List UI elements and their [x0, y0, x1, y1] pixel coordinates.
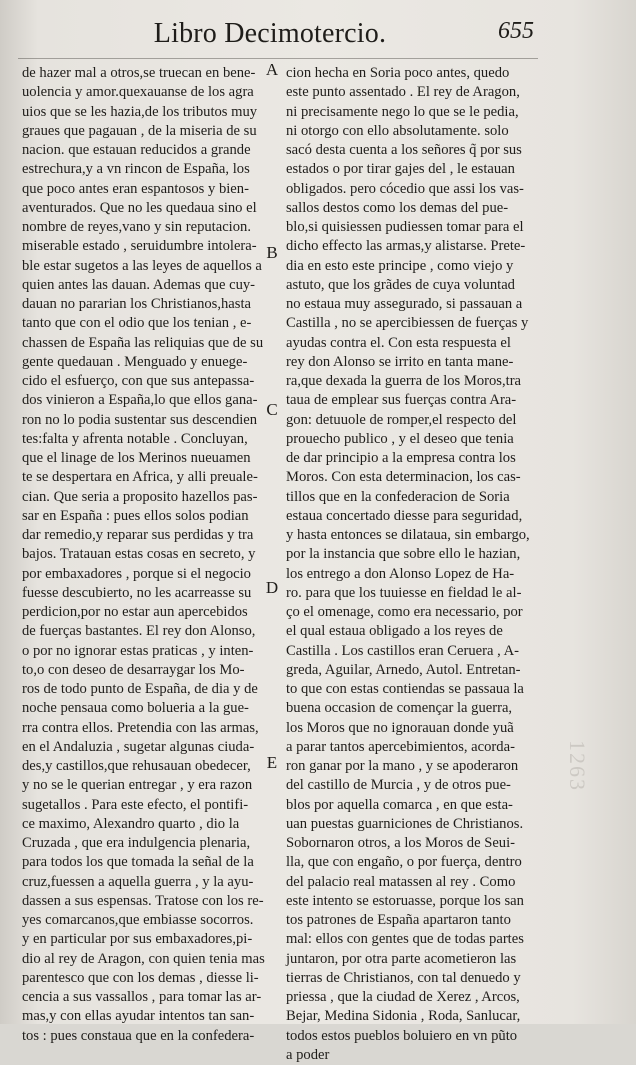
right-column-line: Castilla . Los castillos eran Ceruera , A-	[286, 642, 520, 659]
edge-stamp: 1263	[565, 740, 590, 792]
right-column-line: mal: ellos con gentes que de todas partes	[286, 931, 524, 948]
right-column-line: estados o por tirar gajes del , le estauan	[286, 161, 515, 178]
left-column-line: ros de todo punto de España, de dia y de	[22, 681, 258, 697]
right-column-line: dia en esto este principe , como viejo y	[286, 257, 514, 274]
left-column-line: en el Andaluzia , sugetar algunas ciuda-	[22, 738, 255, 755]
right-column-line: tillos que en la confederacion de Soria	[286, 488, 510, 505]
right-column-line: por la instancia que sobre ello le hazian,	[286, 546, 521, 563]
left-column-line: to,o con deseo de desarraygar los Mo-	[22, 661, 245, 678]
right-column-line: blos por aquella comarca , en que esta-	[286, 796, 513, 813]
header-rule	[18, 58, 538, 59]
page-number: 655	[498, 18, 534, 44]
left-column-line: Cruzada , que era indulgencia plenaria,	[22, 835, 251, 851]
left-column-line: nombre de reyes,vano y sin reputacion.	[22, 219, 251, 235]
right-column-line: Moros. Con esta determinacion, los cas-	[286, 469, 521, 486]
left-column-line: miserable estado , seruidumbre intolera-	[22, 238, 257, 255]
right-text-column	[286, 64, 538, 1065]
right-column-line: del palacio real matassen al rey . Como	[286, 873, 516, 890]
margin-marker-a: A	[265, 60, 279, 79]
left-column-line: mas,y con ellas ayudar intentos tan san-	[22, 1008, 255, 1025]
right-column-line: juntaron, por otra parte acometieron las	[286, 950, 517, 967]
right-column-line: gon: detuuole de romper,el respecto del	[286, 411, 517, 428]
right-column-line: obligados. pero cócedio que assi los vas-	[286, 180, 524, 197]
right-column-line: buena occasion de començar la guerra,	[286, 700, 513, 717]
right-column-line: ron ganar por la mano , y se apoderaron	[286, 758, 519, 774]
right-column-line: los entrego a don Alonso Lopez de Ha-	[286, 565, 515, 582]
left-column-line: por embaxadores , porque si el negocio	[22, 565, 251, 582]
left-column-line: graues que pagauan , de la miseria de su	[22, 122, 257, 139]
right-column-line: y hasta entonces se dilataua, sin embargo,	[286, 527, 530, 543]
right-column-line: lla, que con engaño, o por fuerça, dentro	[286, 854, 522, 871]
right-column-line: todos estos pueblos boluiero en vn pũto	[286, 1027, 518, 1044]
right-column-line: sacó desta cuenta a los señores q̃ por sus	[286, 142, 522, 158]
left-column-line: de fuerças bastantes. El rey don Alonso,	[22, 623, 256, 640]
right-column-line: tierras de Christianos, con tal denuedo y	[286, 969, 521, 986]
left-column-line: que poco antes eran espantosos y bien-	[22, 180, 249, 197]
right-column-line: el qual estaua obligado a los reyes de	[286, 623, 503, 640]
right-column-line: cion hecha en Soria poco antes, quedo	[286, 65, 510, 81]
right-column-line: prouecho publico , y el deseo que tenia	[286, 430, 514, 447]
left-column-line: te se despertara en Africa, y alli preuale-	[22, 469, 258, 486]
right-column-line: Sobornaron otros, a los Moros de Seui-	[286, 835, 516, 851]
right-column-line: ni otorgo con ello absolutamente. solo	[286, 122, 509, 139]
margin-marker-e: E	[266, 753, 278, 772]
right-column-line: los Moros que no ignorauan donde yuã	[286, 719, 514, 736]
left-column-line: cruz,fuessen a aquella guerra , y la ayu-	[22, 873, 254, 890]
left-column-line: sar en España : pues ellos solos podian	[22, 507, 249, 524]
right-column-line: a poder	[286, 1046, 330, 1063]
left-column-line: que el linage de los Merinos nueuamen	[22, 450, 251, 466]
right-column-line: del castillo de Murcia , y de otros pue-	[286, 777, 511, 794]
right-column-line: ro. para que los tuuiesse en fieldad le al-	[286, 584, 522, 601]
left-column-line: fuesse descubierto, no les acarreasse su	[22, 584, 252, 601]
right-column-line: no estaua muy assegurado, si passauan a	[286, 296, 523, 312]
right-column-line: Castilla , no se apercibiessen de fuerças y	[286, 315, 529, 332]
left-column-line: des,y castillos,que rehusauan obedecer,	[22, 758, 251, 774]
right-column-line: a parar tantos apercebimientos, acorda-	[286, 738, 515, 755]
margin-marker-b: B	[266, 243, 278, 262]
margin-marker-d: D	[265, 578, 279, 597]
right-column-line: este intento se estoruasse, porque los san	[286, 892, 524, 909]
left-column-line: dio al rey de Aragon, con quien tenia mas	[22, 950, 265, 967]
left-column-line: dos vinieron a España,lo que ellos gana-	[22, 392, 258, 409]
left-column-line: ble estar sugetos a las leyes de aquellos a	[22, 257, 262, 274]
left-column-line: y en particular por sus embaxadores,pi-	[22, 931, 253, 948]
left-column-line: rra contra ellos. Pretendia con las armas,	[22, 719, 259, 736]
left-column-line: ce maximo, Alexandro quarto , dio la	[22, 815, 240, 832]
left-column-line: estrechura,y a vn rincon de España, los	[22, 161, 250, 178]
right-column-line: sallos destos como los demas del pue-	[286, 199, 509, 216]
left-column-line: quien antes las dauan. Ademas que cuy-	[22, 276, 256, 293]
left-column-line: noche pensaua como bolueria a la gue-	[22, 700, 249, 717]
left-column-line: dar remedio,y reparar sus perdidas y tra	[22, 527, 254, 543]
right-column-line: greda, Aguilar, Arnedo, Autol. Entretan-	[286, 661, 521, 678]
left-column-line: parentesco que con los demas , diesse li-	[22, 969, 259, 986]
left-column-line: uolencia y amor.quexauanse de los agra	[22, 84, 254, 101]
left-column-line: cian. Que seria a proposito hazellos pas-	[22, 488, 258, 505]
left-column-line: bajos. Tratauan estas cosas en secreto, y	[22, 546, 256, 563]
right-column-line: tos patrones de España apartaron tanto	[286, 912, 511, 928]
left-column-line: perdicion,por no estar aun apercebidos	[22, 604, 248, 620]
left-column-line: dassen a sus espensas. Tratose con los re-	[22, 892, 264, 909]
left-column-line: tes:falta y afrenta notable . Concluyan,	[22, 430, 248, 447]
left-column-line: sugetallos . Para este efecto, el pontifi-	[22, 796, 249, 813]
left-column-line: yes comarcanos,que embiasse socorros.	[22, 912, 254, 928]
left-column-line: tos : pues constaua que en la confedera-	[22, 1027, 255, 1044]
left-column-line: gente quedauan . Menguado y enuege-	[22, 353, 248, 370]
left-column-line: aventurados. Que no les quedaua sino el	[22, 199, 257, 216]
right-column-line: ra,que dexada la guerra de los Moros,tra	[286, 373, 522, 389]
left-column-line: tanto que con el odio que los tenian , e-	[22, 315, 252, 332]
left-column-line: dauan no pararian los Christianos,hasta	[22, 296, 251, 312]
left-text-column	[22, 64, 274, 1046]
right-column-line: Bejar, Medina Sidonia , Roda, Sanlucar,	[286, 1008, 521, 1025]
right-column-line: este punto assentado . El rey de Aragon,	[286, 84, 520, 101]
left-column-line: de hazer mal a otros,se truecan en bene-	[22, 65, 256, 81]
left-column-line: cencia a sus vassallos , para tomar las ar-	[22, 989, 262, 1005]
left-column-line: para todos los que tomada la señal de la	[22, 854, 254, 871]
right-column-line: ni precisamente nego lo que se le pedia,	[286, 103, 519, 120]
right-column-line: uan puestas guarniciones de Christianos.	[286, 815, 524, 832]
left-column-line: chassen de España las reliquias que de su	[22, 334, 264, 351]
right-column-line: blo,si quisiessen pudiessen tomar para el	[286, 219, 524, 235]
left-column-line: y no se le querian entregar , y era razon	[22, 777, 253, 794]
right-column-line: estaua concertado diesse para seguridad,	[286, 507, 523, 524]
running-title: Libro Decimotercio.	[153, 18, 387, 49]
right-column-line: ço el omenage, como era necessario, por	[286, 604, 523, 620]
right-column-line: taua de emplear sus fuerças contra Ara-	[286, 392, 517, 409]
left-column-line: o por no ignorar estas praticas , y inten-	[22, 642, 254, 659]
right-column-line: dicho effecto las armas,y alistarse. Prete-	[286, 238, 526, 255]
right-column-line: rey don Alonso se irrito en tanta mane-	[286, 353, 514, 370]
right-column-line: to que con estas contiendas se passaua la	[286, 681, 524, 697]
left-column-line: nacion. que estauan reducidos a grande	[22, 142, 251, 158]
left-column-line: ron no lo podia sustentar sus descendien	[22, 411, 258, 428]
right-column-line: de dar principio a la empresa contra los	[286, 450, 516, 466]
right-column-line: astuto, que los grãdes de cuya voluntad	[286, 276, 515, 293]
margin-marker-c: C	[266, 400, 278, 419]
left-column-line: uios que se les hazia,de los tributos muy	[22, 103, 258, 120]
right-column-line: priessa , que la ciudad de Xerez , Arcos,	[286, 989, 520, 1005]
left-column-line: cido el esfuerço, con que sus antepassa-	[22, 373, 255, 389]
right-column-line: ayudas contra el. Con esta respuesta el	[286, 334, 511, 351]
